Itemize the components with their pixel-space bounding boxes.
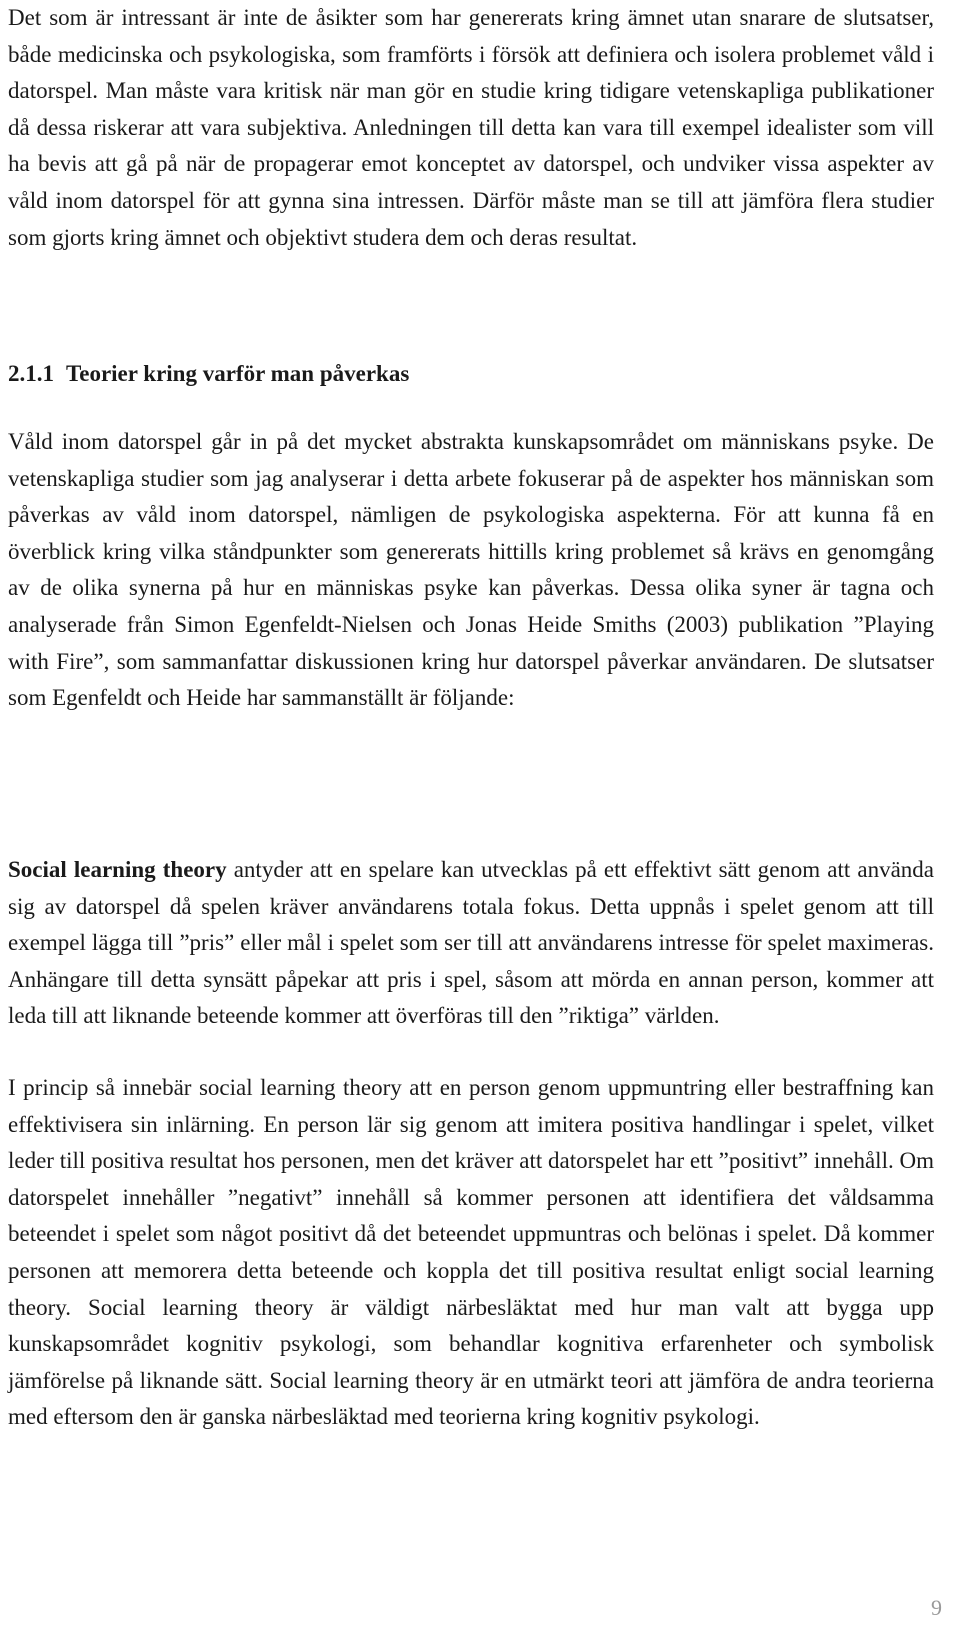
paragraph-psyche: Våld inom datorspel går in på det mycket abstrakta kunskapsområdet om människans psyke. De vetenskapliga studier som jag analyserar i detta arbete fokuserar på de aspekter hos människan som påverkas av våld inom datorspel, nämligen de psykologiska aspekterna. För att kunna få en överblick kring vilka ståndpunkter som genererats hittills kring problemet så krävs en genomgång av de olika synerna på hur en människas psyke kan påverkas. Dessa olika syner är tagna och analyserade från Simon Egenfeldt-Nielsen och Jonas Heide Smiths (2003) publikation ”Playing with Fire”, som sammanfattar diskussionen kring hur datorspel påverkar användaren. De slutsatser som Egenfeldt och Heide har sammanställt är följande:	[8, 429, 934, 711]
section-title: Teorier kring varför man påverkas	[66, 361, 410, 386]
paragraph-social-learning-text: antyder att en spelare kan utvecklas på ett effektivt sätt genom att använda sig av datorspel då spelen kräver användarens totala fokus. Detta uppnås i spelet genom att till exempel lägga till ”pris” eller mål i spelet som ser till att användarens intresse för spelet maximeras. Anhängare till detta synsätt påpekar att pris i spel, såsom att mörda en annan person, kommer att leda till att liknande beteende kommer att överföras till den ”riktiga” världen.	[8, 857, 934, 1029]
section-number: 2.1.1	[8, 361, 54, 386]
section-heading	[8, 356, 934, 392]
paragraph-intro: Det som är intressant är inte de åsikter som har genererats kring ämnet utan snarare de slutsatser, både medicinska och psykologiska, som framförts i försök att definiera och isolera problemet våld i datorspel. Man måste vara kritisk när man gör en studie kring tidigare vetenskapliga publikationer då dessa riskerar att vara subjektiva. Anledningen till detta kan vara till exempel idealister som vill ha bevis att gå på när de propagerar emot konceptet av datorspel, och undviker vissa aspekter av våld inom datorspel för att gynna sina intressen. Därför måste man se till att jämföra flera studier som gjorts kring ämnet och objektivt studera dem och deras resultat.	[8, 5, 934, 250]
term-social-learning-theory: Social learning theory	[8, 857, 227, 882]
page-number: 9	[931, 1595, 942, 1620]
paragraph-social-learning	[8, 852, 934, 1035]
paragraph-principle: I princip så innebär social learning theory att en person genom uppmuntring eller bestraffning kan effektivisera sin inlärning. En person lär sig genom att imitera positiva handlingar i spelet, vilket leder till positiva resultat hos personen, men det kräver att datorspelet har ett ”positivt” innehåll. Om datorspelet innehåller ”negativt” innehåll så kommer personen att identifiera det våldsamma beteendet i spelet som något positivt då det beteendet uppmuntras och belönas i spelet. Då kommer personen att memorera detta beteende och koppla det till positiva resultat enligt social learning theory. Social learning theory är väldigt närbesläktat med hur man valt att bygga upp kunskapsområdet kognitiv psykologi, som behandlar kognitiva erfarenheter och symbolisk jämförelse på liknande sätt. Social learning theory är en utmärkt teori att jämföra de andra teorierna med eftersom den är ganska närbesläktad med teorierna kring kognitiv psykologi.	[8, 1075, 934, 1430]
